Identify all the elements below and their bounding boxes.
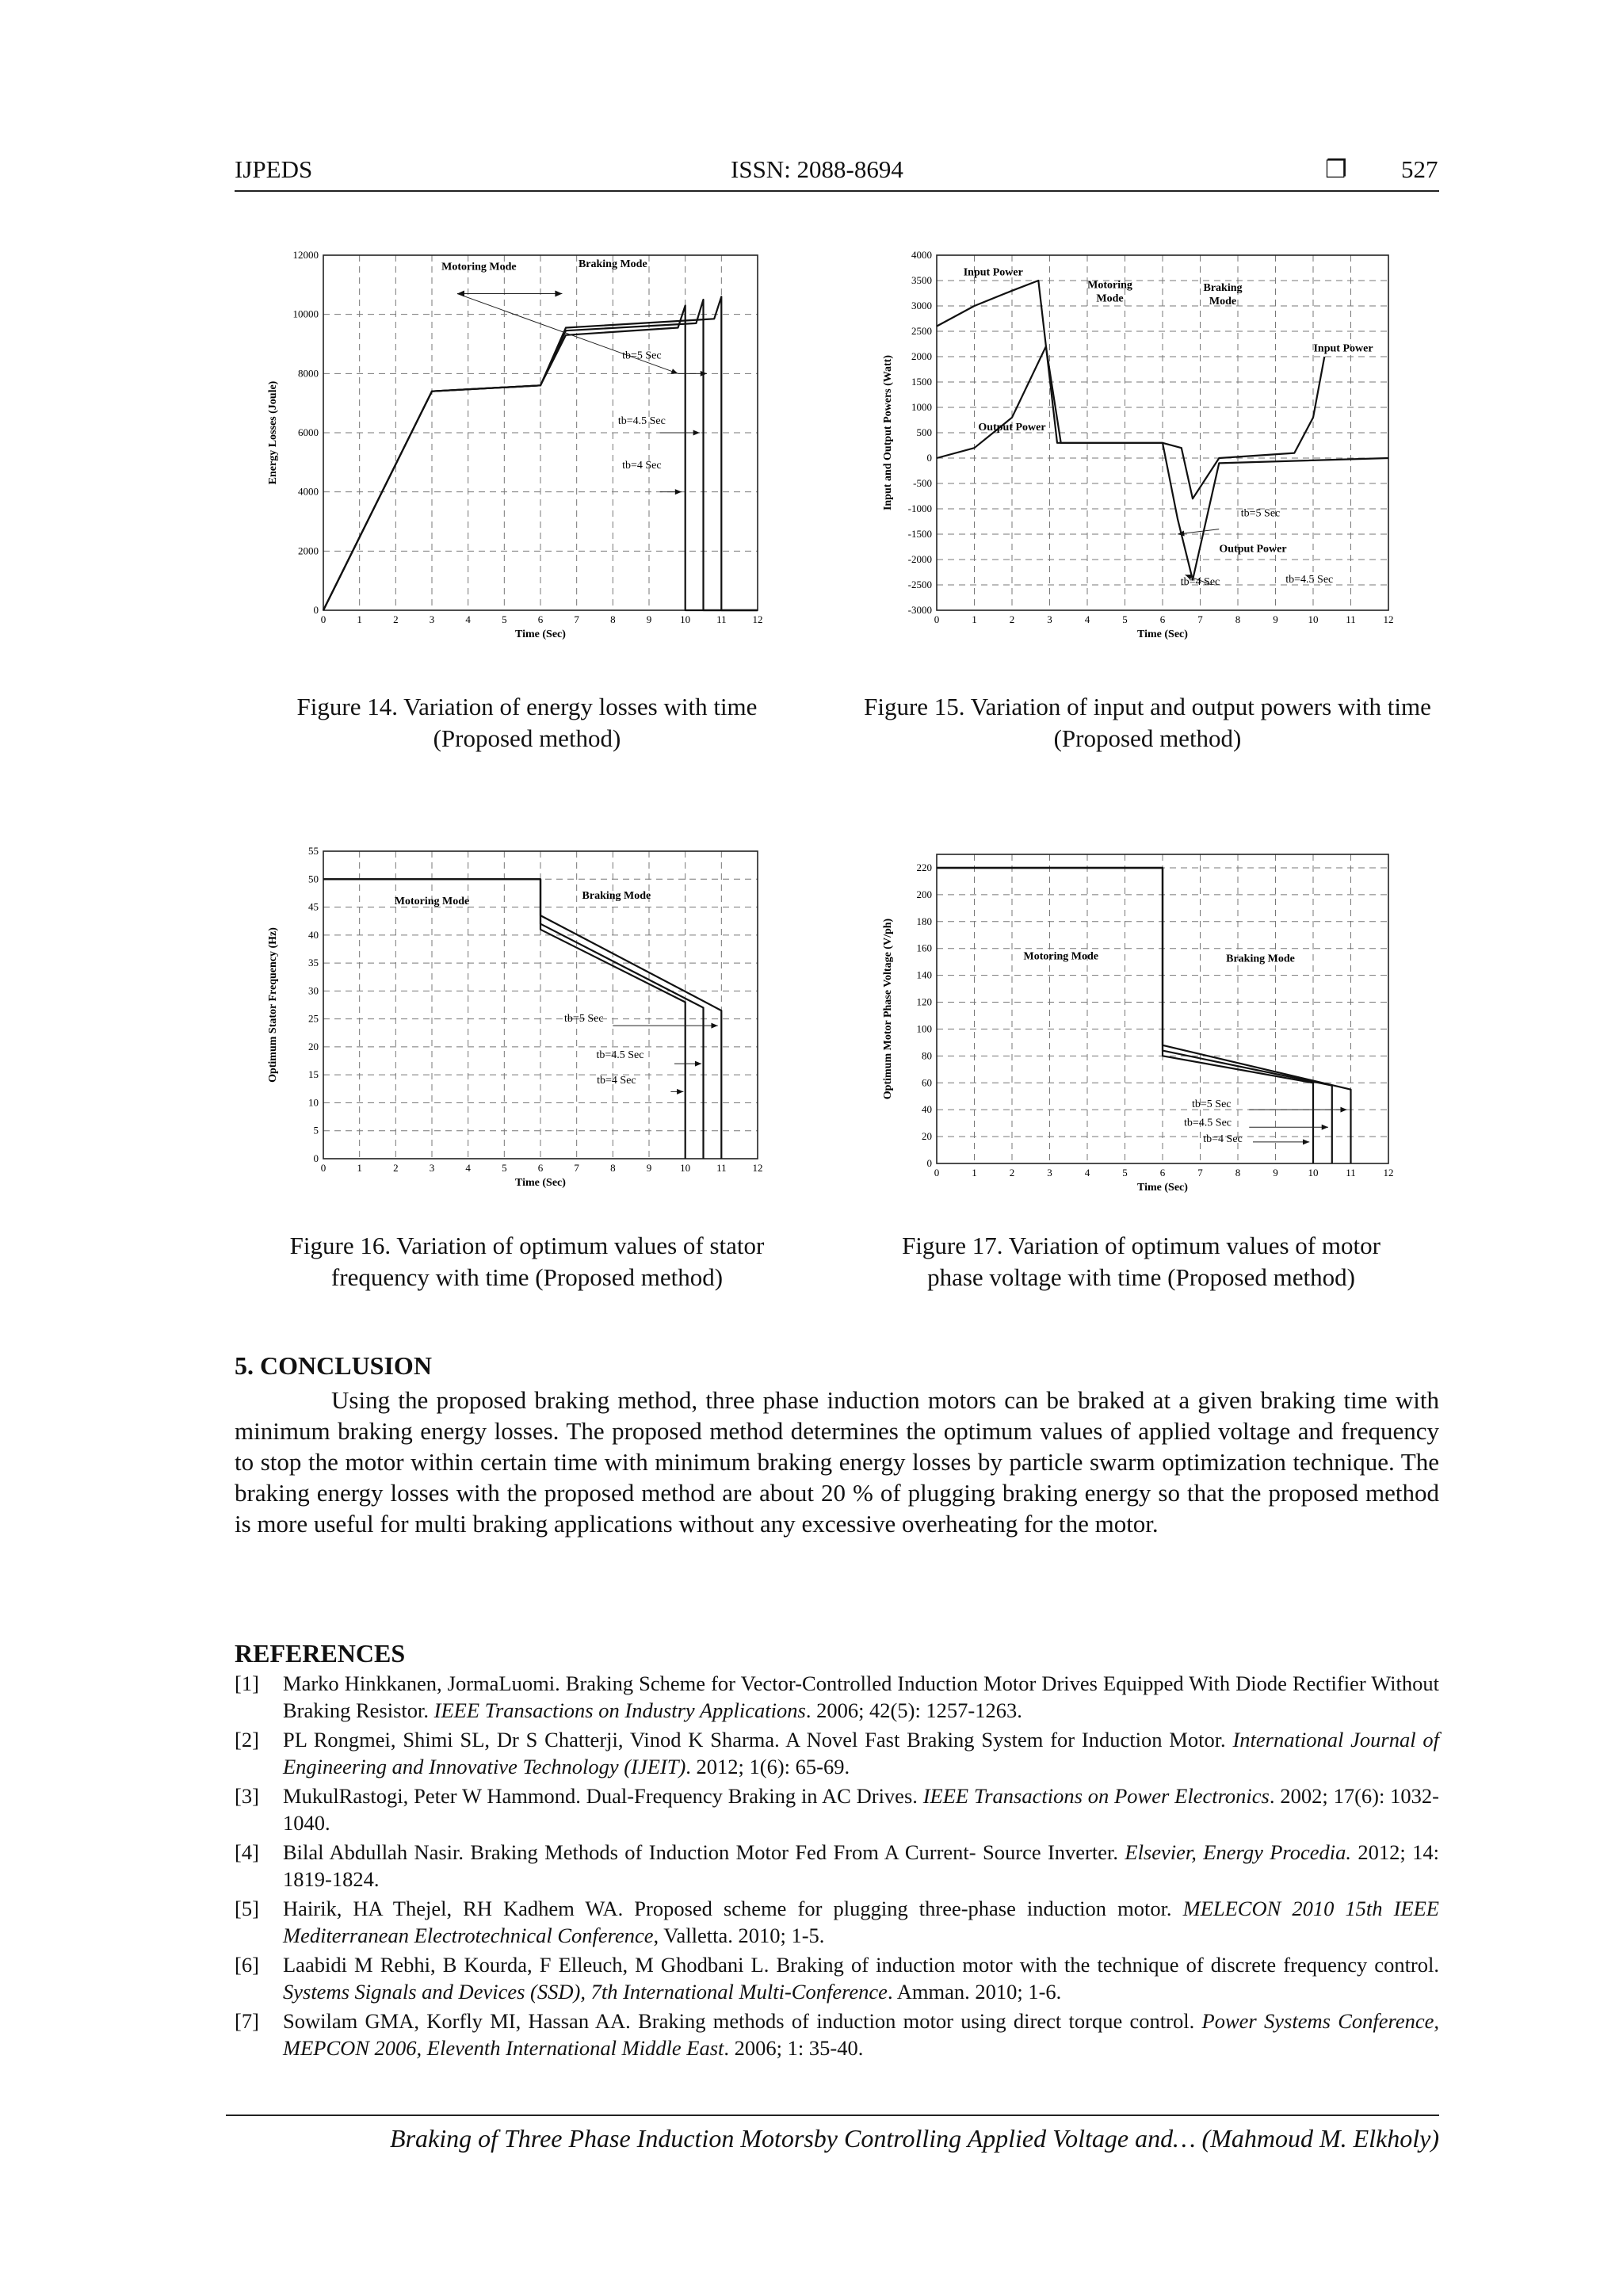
figure-15-powers xyxy=(878,246,1401,658)
chart-annotation: Output Power xyxy=(978,421,1046,434)
y-tick-label: 2500 xyxy=(911,325,932,337)
x-tick-label: 9 xyxy=(1273,1167,1278,1179)
x-tick-label: 2 xyxy=(1009,1167,1015,1179)
references-list xyxy=(235,1671,1439,2065)
x-tick-label: 11 xyxy=(716,613,727,625)
references-heading: REFERENCES xyxy=(235,1639,406,1668)
x-tick-label: 1 xyxy=(972,1167,977,1179)
x-tick-label: 3 xyxy=(429,613,435,625)
x-tick-label: 7 xyxy=(1197,1167,1203,1179)
x-tick-label: 0 xyxy=(320,613,327,625)
y-tick-label: 160 xyxy=(916,942,932,954)
chart-svg xyxy=(878,846,1401,1194)
x-tick-label: 12 xyxy=(752,613,763,625)
y-tick-label: -500 xyxy=(913,477,932,489)
x-tick-label: 9 xyxy=(646,613,652,625)
x-tick-label: 12 xyxy=(1383,1167,1394,1179)
figure-17-caption: Figure 17. Variation of optimum values of motor phase voltage with time (Proposed method) xyxy=(902,1232,1381,1291)
chart-annotation: Output Power xyxy=(1219,543,1287,556)
chart-annotation: Braking xyxy=(1203,281,1243,294)
y-tick-label: 20 xyxy=(308,1040,319,1052)
x-tick-label: 11 xyxy=(1346,613,1356,625)
y-tick-label: -1500 xyxy=(907,528,932,540)
y-tick-label: 15 xyxy=(308,1068,319,1081)
arrow-head xyxy=(693,430,700,435)
chart-svg xyxy=(878,246,1401,658)
chart-annotation: Mode xyxy=(1096,292,1124,305)
reference-item: [7] Sowilam GMA, Korfly MI, Hassan AA. Braking methods of induction motor using direct torque control. Power Systems Conference, MEPCON 2006, Eleventh International Middle East. 2006; 1: 35-40. xyxy=(235,2009,1439,2060)
x-tick-label: 4 xyxy=(465,1162,471,1174)
y-tick-label: -1000 xyxy=(907,502,932,514)
x-tick-label: 1 xyxy=(972,613,977,625)
chart-annotation: tb=5 Sec xyxy=(1240,507,1281,520)
figure-17-phase-voltage xyxy=(878,846,1401,1194)
y-tick-label: 40 xyxy=(308,928,319,941)
x-tick-label: 8 xyxy=(610,613,616,625)
y-tick-label: 0 xyxy=(926,452,932,464)
reference-item: [3] MukulRastogi, Peter W Hammond. Dual-Frequency Braking in AC Drives. IEEE Transactions on Power Electronics. 2002; 17(6): 1032-1040. xyxy=(235,1784,1440,1835)
x-tick-label: 3 xyxy=(429,1162,435,1174)
y-tick-label: -2000 xyxy=(907,553,932,565)
chart-annotation: Mode xyxy=(1209,295,1237,308)
y-tick-label: 140 xyxy=(916,968,932,981)
x-tick-label: 6 xyxy=(1159,1167,1166,1179)
y-tick-label: 100 xyxy=(916,1022,932,1035)
y-tick-label: 50 xyxy=(308,873,319,885)
x-tick-label: 8 xyxy=(1235,1167,1241,1179)
issn: ISSN: 2088-8694 xyxy=(731,155,903,183)
reference-item: [5] Hairik, HA Thejel, RH Kadhem WA. Proposed scheme for plugging three-phase induction motor. MELECON 2010 15th IEEE Mediterranean Electrotechnical Conference, Valletta. 2010; 1-5. xyxy=(235,1897,1439,1947)
x-tick-label: 5 xyxy=(502,1162,507,1174)
y-tick-label: 35 xyxy=(308,957,319,969)
y-tick-label: 20 xyxy=(922,1130,932,1143)
x-tick-label: 4 xyxy=(465,613,471,625)
arrow-head xyxy=(1303,1139,1309,1144)
y-tick-label: 10000 xyxy=(292,308,319,320)
x-tick-label: 5 xyxy=(1122,613,1128,625)
y-tick-label: 4000 xyxy=(298,485,319,498)
y-tick-label: 80 xyxy=(922,1049,932,1062)
x-tick-label: 0 xyxy=(320,1162,327,1174)
y-tick-label: 220 xyxy=(916,861,932,873)
chart-annotation: Braking Mode xyxy=(578,258,647,270)
y-tick-label: 2000 xyxy=(911,350,932,362)
x-tick-label: 2 xyxy=(1009,613,1015,625)
x-tick-label: 7 xyxy=(574,613,579,625)
x-tick-label: 10 xyxy=(1308,613,1319,625)
x-tick-label: 4 xyxy=(1084,613,1090,625)
x-tick-label: 8 xyxy=(1235,613,1241,625)
y-axis-label: Optimum Stator Frequency (Hz) xyxy=(267,927,279,1083)
y-tick-label: 180 xyxy=(916,915,932,927)
reference-item: [1] Marko Hinkkanen, JormaLuomi. Braking Scheme for Vector-Controlled Induction Motor Drives Equipped With Diode Rectifier Without Braking Resistor. IEEE Transactions on Industry Applications. 2006; 42(5): 1257-1263. xyxy=(235,1671,1439,1722)
chart-annotation: tb=4.5 Sec xyxy=(596,1049,644,1062)
x-tick-label: 10 xyxy=(1308,1167,1319,1179)
y-tick-label: 5 xyxy=(313,1124,319,1137)
y-tick-label: 120 xyxy=(916,995,932,1008)
y-tick-label: 40 xyxy=(922,1103,932,1116)
y-tick-label: 2000 xyxy=(298,544,319,557)
y-tick-label: 0 xyxy=(926,1157,932,1169)
x-axis-label: Time (Sec) xyxy=(515,628,566,640)
header-rule xyxy=(235,190,1439,192)
y-axis-label: Energy Losses (Joule) xyxy=(267,380,279,485)
x-tick-label: 12 xyxy=(752,1162,763,1174)
chart-annotation: Motoring Mode xyxy=(1023,950,1098,963)
y-tick-label: 200 xyxy=(916,888,932,900)
chart-annotation: Braking Mode xyxy=(582,889,651,902)
chart-annotation: tb=4 Sec xyxy=(1203,1133,1243,1145)
x-tick-label: 6 xyxy=(537,1162,544,1174)
x-tick-label: 9 xyxy=(1273,613,1278,625)
chart-annotation: tb=4.5 Sec xyxy=(1285,573,1334,586)
x-tick-label: 1 xyxy=(357,613,362,625)
x-tick-label: 5 xyxy=(502,613,507,625)
y-tick-label: 0 xyxy=(313,604,319,616)
chart-svg xyxy=(262,842,769,1190)
x-tick-label: 10 xyxy=(680,1162,691,1174)
figure-15-caption: Figure 15. Variation of input and output powers with time (Proposed method) xyxy=(864,693,1431,752)
chart-annotation: tb=5 Sec xyxy=(1192,1098,1232,1110)
x-tick-label: 1 xyxy=(357,1162,362,1174)
y-tick-label: 8000 xyxy=(298,367,319,380)
x-tick-label: 10 xyxy=(680,613,691,625)
y-axis-label: Input and Output Powers (Watt) xyxy=(882,354,894,511)
reference-item: [4] Bilal Abdullah Nasir. Braking Methods of Induction Motor Fed From A Current- Source Inverter. Elsevier, Energy Procedia. 2012; 14: 1819-1824. xyxy=(235,1840,1439,1891)
x-tick-label: 8 xyxy=(610,1162,616,1174)
arrow-head xyxy=(1322,1125,1328,1130)
y-tick-label: -2500 xyxy=(907,579,932,590)
y-tick-label: 25 xyxy=(308,1012,319,1025)
y-tick-label: 1500 xyxy=(911,376,932,388)
reference-item: [6] Laabidi M Rebhi, B Kourda, F Elleuch, M Ghodbani L. Braking of induction motor with the technique of discrete frequency control. Systems Signals and Devices (SSD), 7th International Multi-Conference. Amman. 2010; 1-6. xyxy=(235,1953,1439,2004)
journal-name: IJPEDS xyxy=(235,155,313,183)
x-tick-label: 5 xyxy=(1122,1167,1128,1179)
arrow-head xyxy=(671,369,678,374)
chart-annotation: tb=5 Sec xyxy=(564,1013,604,1026)
chart-annotation: Motoring Mode xyxy=(441,261,517,273)
chart-svg xyxy=(262,246,769,658)
chart-annotation: Motoring xyxy=(1087,279,1132,292)
arrow-head xyxy=(675,489,682,495)
arrow-head xyxy=(695,1061,701,1067)
x-tick-label: 12 xyxy=(1383,613,1394,625)
figure-14-caption: Figure 14. Variation of energy losses with time (Proposed method) xyxy=(296,693,758,752)
y-tick-label: -3000 xyxy=(907,604,932,616)
chart-annotation: Input Power xyxy=(1313,342,1373,355)
y-tick-label: 30 xyxy=(308,984,319,997)
chart-annotation: Motoring Mode xyxy=(394,896,470,908)
y-tick-label: 12000 xyxy=(292,249,319,261)
conclusion-paragraph: Using the proposed braking method, three phase induction motors can be braked at a given braking time with minimum braking energy losses. The proposed method determines the optimum values of applied voltage and frequency to stop the motor within certain time with minimum braking energy losses by particle swarm optimization technique. The braking energy losses with the proposed method are about 20 % of plugging braking energy so that the proposed method is more useful for multi braking applications without any excessive overheating for the motor. xyxy=(235,1386,1439,1538)
figure-14-energy-losses xyxy=(262,246,769,658)
x-tick-label: 7 xyxy=(1197,613,1203,625)
arrow-head xyxy=(1340,1107,1346,1113)
x-tick-label: 0 xyxy=(934,613,940,625)
y-tick-label: 4000 xyxy=(911,249,932,261)
chart-annotation: tb=4 Sec xyxy=(1180,576,1220,588)
chart-annotation: tb=4 Sec xyxy=(622,459,662,472)
y-tick-label: 500 xyxy=(916,426,932,438)
chart-annotation: tb=4 Sec xyxy=(597,1074,636,1087)
figure-16-caption: Figure 16. Variation of optimum values of stator frequency with time (Proposed method) xyxy=(289,1232,765,1291)
x-axis-label: Time (Sec) xyxy=(515,1177,566,1189)
chart-annotation: tb=4.5 Sec xyxy=(617,415,666,427)
chart-annotation: Braking Mode xyxy=(1226,953,1295,965)
series-line xyxy=(323,296,758,610)
series-line xyxy=(937,868,1351,1163)
series-line xyxy=(937,281,1324,499)
y-tick-label: 6000 xyxy=(298,426,319,438)
series-line xyxy=(937,868,1332,1163)
y-tick-label: 0 xyxy=(313,1152,319,1164)
box-icon: ❐ xyxy=(1325,155,1347,183)
y-tick-label: 3000 xyxy=(911,300,932,311)
x-tick-label: 2 xyxy=(393,1162,399,1174)
conclusion-heading: 5. CONCLUSION xyxy=(235,1351,432,1380)
y-tick-label: 3500 xyxy=(911,274,932,286)
y-tick-label: 45 xyxy=(308,900,319,913)
y-axis-label: Optimum Motor Phase Voltage (V/ph) xyxy=(882,918,894,1100)
arrow-head xyxy=(711,1023,717,1029)
y-tick-label: 1000 xyxy=(911,401,932,413)
chart-annotation: Input Power xyxy=(963,266,1023,279)
arrow-head xyxy=(457,291,464,297)
x-axis-label: Time (Sec) xyxy=(1137,628,1188,640)
x-tick-label: 11 xyxy=(716,1162,727,1174)
x-tick-label: 0 xyxy=(934,1167,940,1179)
y-tick-label: 55 xyxy=(308,845,319,857)
arrow-head xyxy=(555,291,562,297)
x-tick-label: 9 xyxy=(646,1162,652,1174)
reference-item: [2] PL Rongmei, Shimi SL, Dr S Chatterji, Vinod K Sharma. A Novel Fast Braking System for Induction Motor. International Journal of Engineering and Innovative Technology (IJEIT). 2012; 1(6): 65-69. xyxy=(235,1728,1439,1778)
x-tick-label: 2 xyxy=(393,613,399,625)
x-tick-label: 11 xyxy=(1346,1167,1356,1179)
chart-annotation: tb=4.5 Sec xyxy=(1184,1117,1232,1129)
page-number: 527 xyxy=(1401,155,1438,183)
x-tick-label: 6 xyxy=(1159,613,1166,625)
running-footer: Braking of Three Phase Induction Motorsby Controlling Applied Voltage and… (Mahmoud M. Elkholy) xyxy=(390,2124,1439,2153)
chart-annotation: tb=5 Sec xyxy=(622,350,662,362)
y-tick-label: 60 xyxy=(922,1076,932,1089)
x-tick-label: 3 xyxy=(1047,613,1052,625)
x-tick-label: 4 xyxy=(1084,1167,1090,1179)
x-axis-label: Time (Sec) xyxy=(1137,1182,1188,1194)
x-tick-label: 3 xyxy=(1047,1167,1052,1179)
x-tick-label: 6 xyxy=(537,613,544,625)
arrow-head xyxy=(677,1089,683,1095)
x-tick-label: 7 xyxy=(574,1162,579,1174)
footer-rule xyxy=(226,2115,1439,2116)
y-tick-label: 10 xyxy=(308,1096,319,1109)
figure-16-stator-frequency xyxy=(262,842,769,1190)
